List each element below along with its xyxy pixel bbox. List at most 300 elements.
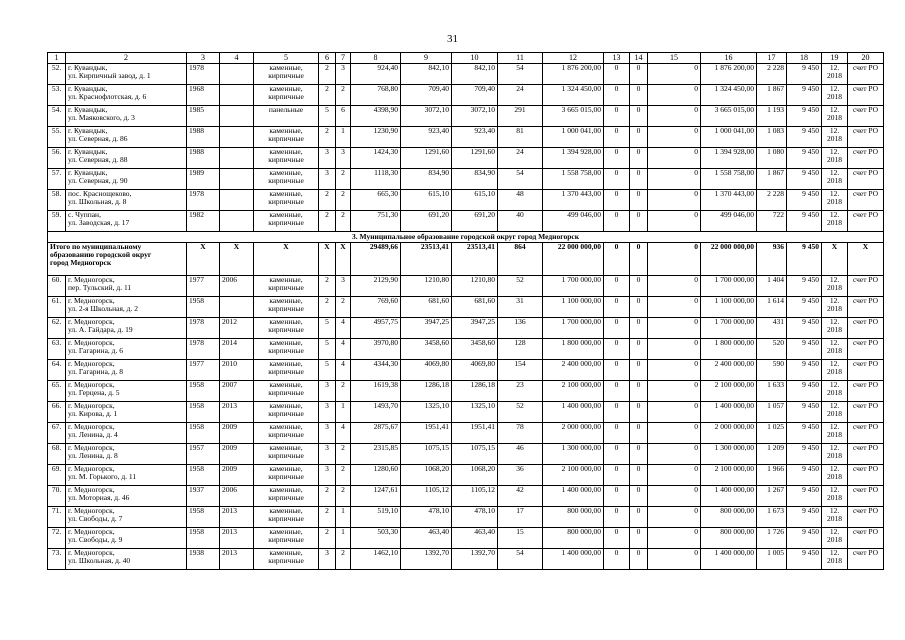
- line-1: пос. Краснощеково,: [68, 189, 132, 198]
- entrances: 2: [336, 169, 351, 190]
- fund-cost: 0: [604, 486, 630, 507]
- total-cost: 1 400 000,00: [543, 549, 604, 570]
- row-number: 72.: [48, 528, 66, 549]
- unit-cost: 1 726: [757, 528, 787, 549]
- line-1: каменные,: [269, 168, 303, 177]
- budget-cost: 0: [630, 127, 648, 148]
- entrances: 2: [336, 486, 351, 507]
- column-number: 7: [336, 53, 351, 64]
- line-2: ул. Кирова, д. 1: [68, 409, 118, 418]
- local-cost: 0: [648, 276, 701, 297]
- max-unit-cost: 9 450: [787, 444, 822, 465]
- budget-cost: 0: [630, 211, 648, 232]
- fund-cost: 0: [604, 64, 630, 85]
- unit-cost: 936: [757, 243, 787, 276]
- total-cost: 3 665 015,00: [543, 106, 604, 127]
- year-built: 1977: [187, 276, 220, 297]
- local-cost: 0: [648, 423, 701, 444]
- budget-cost: 0: [630, 423, 648, 444]
- completion-date: [822, 486, 848, 507]
- premises-area: 923,40: [401, 127, 452, 148]
- wall-material: [254, 423, 319, 444]
- unit-cost: 1 966: [757, 465, 787, 486]
- owners-cost: 800 000,00: [701, 528, 757, 549]
- line-1: 12.: [829, 422, 840, 431]
- line-2: ул. Гагарина, д. 8: [68, 367, 123, 376]
- line-2: кирпичные: [268, 134, 304, 143]
- local-cost: 0: [648, 318, 701, 339]
- table-row: [48, 190, 884, 211]
- unit-cost: 1 404: [757, 276, 787, 297]
- line-2: кирпичные: [268, 451, 304, 460]
- local-cost: 0: [648, 190, 701, 211]
- total-area: 1230,90: [351, 127, 401, 148]
- funding-method: счет РО: [848, 318, 884, 339]
- line-1: 12.: [829, 359, 840, 368]
- year-built: 1968: [187, 85, 220, 106]
- line-2: 2018: [827, 71, 842, 80]
- wall-material: [254, 169, 319, 190]
- total-area: 751,30: [351, 211, 401, 232]
- max-unit-cost: 9 450: [787, 106, 822, 127]
- year-built: 1958: [187, 381, 220, 402]
- budget-cost: 0: [630, 465, 648, 486]
- premises-area: 834,90: [401, 169, 452, 190]
- premises-area: 3072,10: [401, 106, 452, 127]
- max-unit-cost: 9 450: [787, 276, 822, 297]
- year-renovated: 2006: [220, 276, 254, 297]
- funding-method: счет РО: [848, 190, 884, 211]
- line-2: ул. Моторная, д. 46: [68, 493, 130, 502]
- total-area: 4957,75: [351, 318, 401, 339]
- line-2: ул. М. Горького, д. 11: [68, 472, 137, 481]
- total-cost: 1 400 000,00: [543, 402, 604, 423]
- total-area: 1424,30: [351, 148, 401, 169]
- residential-area: 478,10: [452, 507, 498, 528]
- line-2: 2018: [827, 325, 842, 334]
- table-row: [48, 528, 884, 549]
- fund-cost: 0: [604, 169, 630, 190]
- fund-cost: 0: [604, 528, 630, 549]
- row-number: 62.: [48, 318, 66, 339]
- unit-cost: 1 614: [757, 297, 787, 318]
- local-cost: 0: [648, 465, 701, 486]
- residential-area: 1291,60: [452, 148, 498, 169]
- line-1: каменные,: [269, 317, 303, 326]
- table-row: [48, 169, 884, 190]
- fund-cost: 0: [604, 211, 630, 232]
- line-2: 2018: [827, 346, 842, 355]
- line-1: г. Медногорск,: [68, 527, 115, 536]
- line-1: 12.: [829, 548, 840, 557]
- owners-cost: 2 100 000,00: [701, 381, 757, 402]
- residents: 23: [498, 381, 543, 402]
- table-row: [48, 549, 884, 570]
- section-title: 3. Муниципальное образование городской округ город Медногорск: [48, 232, 884, 243]
- owners-cost: 1 800 000,00: [701, 339, 757, 360]
- line-2: кирпичные: [268, 197, 304, 206]
- funding-method: счет РО: [848, 423, 884, 444]
- address: [66, 549, 187, 570]
- column-number: 17: [757, 53, 787, 64]
- line-1: 12.: [829, 296, 840, 305]
- fund-cost: 0: [604, 465, 630, 486]
- residents: 31: [498, 297, 543, 318]
- premises-area: 1286,18: [401, 381, 452, 402]
- fund-cost: 0: [604, 85, 630, 106]
- address: [66, 465, 187, 486]
- line-1: г. Медногорск,: [68, 338, 115, 347]
- max-unit-cost: 9 450: [787, 318, 822, 339]
- table-row: [48, 465, 884, 486]
- line-2: 2018: [827, 451, 842, 460]
- owners-cost: 1 400 000,00: [701, 549, 757, 570]
- line-2: ул. Северная, д. 90: [68, 176, 128, 185]
- entrances: 4: [336, 360, 351, 381]
- budget-cost: 0: [630, 507, 648, 528]
- table-row: [48, 444, 884, 465]
- line-1: 12.: [829, 147, 840, 156]
- line-2: пер. Тульский, д. 11: [68, 283, 132, 292]
- line-2: 2018: [827, 155, 842, 164]
- line-1: г. Медногорск,: [68, 359, 115, 368]
- column-number: 10: [452, 53, 498, 64]
- line-2: ул. 2-я Школьная, д. 2: [68, 304, 138, 313]
- year-built: 1985: [187, 106, 220, 127]
- year-built: 1978: [187, 318, 220, 339]
- row-number: 66.: [48, 402, 66, 423]
- address: [66, 148, 187, 169]
- budget-cost: 0: [630, 339, 648, 360]
- total-cost: 1 876 200,00: [543, 64, 604, 85]
- total-cost: 1 000 041,00: [543, 127, 604, 148]
- line-2: ул. Школьная, д. 8: [68, 197, 127, 206]
- line-1: каменные,: [269, 296, 303, 305]
- line-2: кирпичные: [268, 92, 304, 101]
- residents: 52: [498, 402, 543, 423]
- total-label-line: Итого по муниципальному: [50, 242, 142, 251]
- year-built: 1958: [187, 423, 220, 444]
- line-1: 12.: [829, 443, 840, 452]
- total-area: 29489,66: [351, 243, 401, 276]
- floors: 3: [319, 423, 336, 444]
- line-1: каменные,: [269, 506, 303, 515]
- line-2: кирпичные: [268, 155, 304, 164]
- completion-date: [822, 402, 848, 423]
- residential-area: 1325,10: [452, 402, 498, 423]
- total-cost: 800 000,00: [543, 507, 604, 528]
- floors: 5: [319, 360, 336, 381]
- address: [66, 528, 187, 549]
- wall-material: [254, 507, 319, 528]
- funding-method: счет РО: [848, 444, 884, 465]
- budget-cost: 0: [630, 190, 648, 211]
- residential-area: 709,40: [452, 85, 498, 106]
- entrances: 1: [336, 127, 351, 148]
- max-unit-cost: 9 450: [787, 507, 822, 528]
- line-2: кирпичные: [268, 514, 304, 523]
- unit-cost: 520: [757, 339, 787, 360]
- wall-material: [254, 106, 319, 127]
- floors: 5: [319, 339, 336, 360]
- year-built: 1978: [187, 190, 220, 211]
- address: [66, 381, 187, 402]
- floors: 3: [319, 465, 336, 486]
- entrances: 4: [336, 318, 351, 339]
- fund-cost: 0: [604, 381, 630, 402]
- total-area: 4398,90: [351, 106, 401, 127]
- unit-cost: 1 005: [757, 549, 787, 570]
- year-built: 1988: [187, 127, 220, 148]
- unit-cost: 1 867: [757, 169, 787, 190]
- funding-method: счет РО: [848, 549, 884, 570]
- max-unit-cost: 9 450: [787, 339, 822, 360]
- entrances: 2: [336, 549, 351, 570]
- total-area: 924,40: [351, 64, 401, 85]
- fund-cost: 0: [604, 276, 630, 297]
- line-2: ул. Северная, д. 88: [68, 155, 128, 164]
- budget-cost: 0: [630, 169, 648, 190]
- line-1: каменные,: [269, 275, 303, 284]
- max-unit-cost: 9 450: [787, 297, 822, 318]
- funding-method: счет РО: [848, 339, 884, 360]
- row-number: 56.: [48, 148, 66, 169]
- line-2: ул. Гагарина, д. 6: [68, 346, 123, 355]
- table-row: [48, 339, 884, 360]
- line-1: каменные,: [269, 548, 303, 557]
- floors: 5: [319, 106, 336, 127]
- residential-area: 1286,18: [452, 381, 498, 402]
- total-x: X: [848, 243, 884, 276]
- column-number: 14: [630, 53, 648, 64]
- row-number: 65.: [48, 381, 66, 402]
- row-number: 73.: [48, 549, 66, 570]
- total-x: X: [254, 243, 319, 276]
- floors: 5: [319, 318, 336, 339]
- line-2: кирпичные: [268, 472, 304, 481]
- wall-material: [254, 297, 319, 318]
- line-2: кирпичные: [268, 430, 304, 439]
- year-built: 1988: [187, 148, 220, 169]
- line-2: 2018: [827, 367, 842, 376]
- local-cost: 0: [648, 243, 701, 276]
- total-cost: 22 000 000,00: [543, 243, 604, 276]
- column-number: 15: [648, 53, 701, 64]
- line-2: ул. Ленина, д. 4: [68, 430, 118, 439]
- unit-cost: 1 867: [757, 85, 787, 106]
- line-1: г. Медногорск,: [68, 380, 115, 389]
- year-built: 1989: [187, 169, 220, 190]
- budget-cost: 0: [630, 402, 648, 423]
- funding-method: счет РО: [848, 528, 884, 549]
- year-built: 1938: [187, 549, 220, 570]
- line-2: ул. Герцена, д. 5: [68, 388, 120, 397]
- line-2: ул. А. Гайдара, д. 19: [68, 325, 133, 334]
- wall-material: [254, 190, 319, 211]
- line-1: каменные,: [269, 464, 303, 473]
- total-cost: 499 046,00: [543, 211, 604, 232]
- line-2: ул. Школьная, д. 40: [68, 556, 131, 565]
- address: [66, 211, 187, 232]
- line-1: г. Медногорск,: [68, 506, 115, 515]
- total-area: 503,30: [351, 528, 401, 549]
- completion-date: [822, 360, 848, 381]
- residents: 15: [498, 528, 543, 549]
- residential-area: 3458,60: [452, 339, 498, 360]
- max-unit-cost: 9 450: [787, 243, 822, 276]
- year-renovated: 2013: [220, 507, 254, 528]
- budget-cost: 0: [630, 528, 648, 549]
- unit-cost: 722: [757, 211, 787, 232]
- completion-date: [822, 507, 848, 528]
- row-number: 61.: [48, 297, 66, 318]
- owners-cost: 1 700 000,00: [701, 318, 757, 339]
- line-2: 2018: [827, 430, 842, 439]
- row-number: 57.: [48, 169, 66, 190]
- max-unit-cost: 9 450: [787, 64, 822, 85]
- address: [66, 190, 187, 211]
- budget-cost: 0: [630, 106, 648, 127]
- table-body: [48, 53, 884, 570]
- entrances: 6: [336, 106, 351, 127]
- fund-cost: 0: [604, 549, 630, 570]
- budget-cost: 0: [630, 148, 648, 169]
- owners-cost: 1 558 758,00: [701, 169, 757, 190]
- funding-method: счет РО: [848, 381, 884, 402]
- row-number: 63.: [48, 339, 66, 360]
- budget-cost: 0: [630, 444, 648, 465]
- max-unit-cost: 9 450: [787, 190, 822, 211]
- line-2: кирпичные: [268, 535, 304, 544]
- completion-date: [822, 85, 848, 106]
- max-unit-cost: 9 450: [787, 423, 822, 444]
- line-2: 2018: [827, 197, 842, 206]
- line-2: кирпичные: [268, 71, 304, 80]
- owners-cost: 1 394 928,00: [701, 148, 757, 169]
- column-number: 19: [822, 53, 848, 64]
- total-area: 1280,60: [351, 465, 401, 486]
- address: [66, 64, 187, 85]
- residents: 54: [498, 549, 543, 570]
- completion-date: [822, 211, 848, 232]
- line-2: 2018: [827, 556, 842, 565]
- year-renovated: 2009: [220, 444, 254, 465]
- line-1: 12.: [829, 126, 840, 135]
- premises-area: 681,60: [401, 297, 452, 318]
- entrances: 2: [336, 85, 351, 106]
- floors: 2: [319, 507, 336, 528]
- residential-area: 3072,10: [452, 106, 498, 127]
- floors: 2: [319, 528, 336, 549]
- year-renovated: 2010: [220, 360, 254, 381]
- funding-method: счет РО: [848, 169, 884, 190]
- total-cost: 800 000,00: [543, 528, 604, 549]
- premises-area: 463,40: [401, 528, 452, 549]
- table-row: [48, 318, 884, 339]
- entrances: 3: [336, 64, 351, 85]
- floors: 3: [319, 444, 336, 465]
- wall-material: [254, 549, 319, 570]
- register-table: [47, 52, 884, 570]
- total-cost: 1 394 928,00: [543, 148, 604, 169]
- line-2: 2018: [827, 304, 842, 313]
- local-cost: 0: [648, 360, 701, 381]
- fund-cost: 0: [604, 339, 630, 360]
- total-cost: 2 400 000,00: [543, 360, 604, 381]
- total-cost: 1 558 758,00: [543, 169, 604, 190]
- residential-area: 3947,25: [452, 318, 498, 339]
- line-2: кирпичные: [268, 346, 304, 355]
- premises-area: 842,10: [401, 64, 452, 85]
- line-2: кирпичные: [268, 218, 304, 227]
- unit-cost: 1 193: [757, 106, 787, 127]
- address: [66, 85, 187, 106]
- residents: 17: [498, 507, 543, 528]
- column-number: 9: [401, 53, 452, 64]
- premises-area: 3458,60: [401, 339, 452, 360]
- line-1: 12.: [829, 63, 840, 72]
- entrances: 1: [336, 402, 351, 423]
- line-2: 2018: [827, 134, 842, 143]
- wall-material: [254, 211, 319, 232]
- completion-date: [822, 381, 848, 402]
- total-area: 3970,80: [351, 339, 401, 360]
- year-renovated: [220, 106, 254, 127]
- funding-method: счет РО: [848, 106, 884, 127]
- residential-area: 1951,41: [452, 423, 498, 444]
- local-cost: 0: [648, 549, 701, 570]
- table-row: [48, 106, 884, 127]
- completion-date: [822, 339, 848, 360]
- year-built: 1957: [187, 444, 220, 465]
- premises-area: 1210,80: [401, 276, 452, 297]
- line-1: каменные,: [269, 422, 303, 431]
- max-unit-cost: 9 450: [787, 486, 822, 507]
- line-1: каменные,: [269, 84, 303, 93]
- line-1: каменные,: [269, 380, 303, 389]
- year-renovated: 2012: [220, 318, 254, 339]
- year-renovated: 2013: [220, 528, 254, 549]
- premises-area: 478,10: [401, 507, 452, 528]
- table-row: [48, 486, 884, 507]
- residential-area: 923,40: [452, 127, 498, 148]
- completion-date: [822, 169, 848, 190]
- column-number: 8: [351, 53, 401, 64]
- year-renovated: [220, 169, 254, 190]
- year-renovated: [220, 190, 254, 211]
- local-cost: 0: [648, 528, 701, 549]
- unit-cost: 2 228: [757, 190, 787, 211]
- address: [66, 444, 187, 465]
- line-1: г. Кувандык,: [68, 84, 108, 93]
- premises-area: 4069,80: [401, 360, 452, 381]
- total-area: 665,30: [351, 190, 401, 211]
- residents: 54: [498, 169, 543, 190]
- line-1: 12.: [829, 380, 840, 389]
- residents: 154: [498, 360, 543, 381]
- local-cost: 0: [648, 106, 701, 127]
- max-unit-cost: 9 450: [787, 148, 822, 169]
- year-built: 1958: [187, 402, 220, 423]
- total-area: 4344,30: [351, 360, 401, 381]
- owners-cost: 1 370 443,00: [701, 190, 757, 211]
- owners-cost: 1 400 000,00: [701, 402, 757, 423]
- total-x: X: [336, 243, 351, 276]
- total-label-line: образованию городской округ: [50, 250, 152, 259]
- total-area: 1493,70: [351, 402, 401, 423]
- line-2: 2018: [827, 388, 842, 397]
- line-1: каменные,: [269, 63, 303, 72]
